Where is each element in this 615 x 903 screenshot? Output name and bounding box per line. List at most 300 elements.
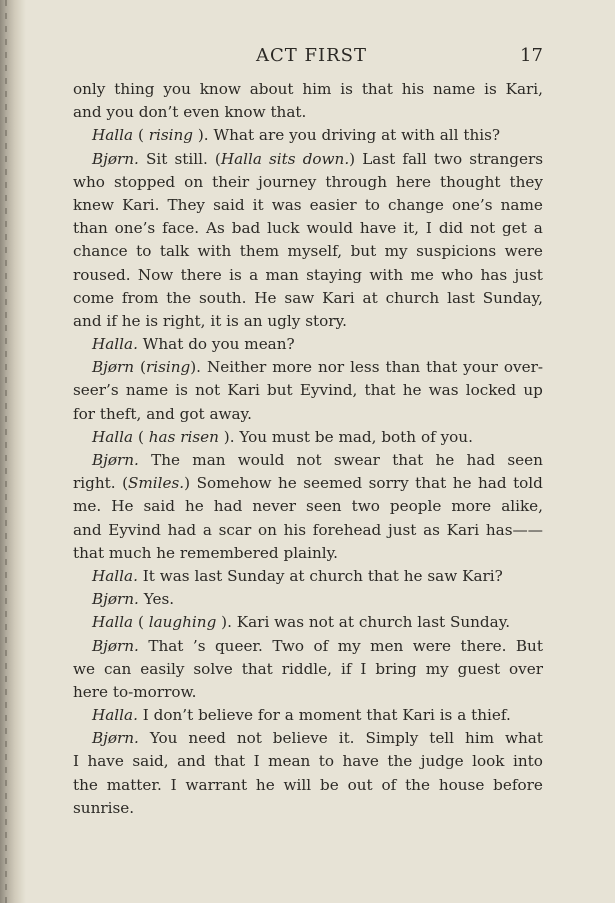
dialogue-text: You	[149, 729, 178, 748]
dialogue-text: Sit	[146, 149, 168, 168]
dialogue-text: don’t	[138, 103, 179, 122]
speaker-name: Bjørn.	[92, 636, 139, 655]
dialogue-text: did	[438, 219, 464, 238]
dialogue-text: Yes.	[143, 590, 175, 609]
speaker-name: Bjørn.	[92, 451, 139, 469]
dialogue-text: journey	[258, 172, 317, 191]
dialogue-text: said	[213, 195, 245, 214]
speaker-name: Halla	[92, 427, 134, 446]
dialogue-text: he	[121, 311, 141, 330]
word	[385, 356, 420, 379]
dialogue-text: through	[325, 172, 387, 191]
dialogue-text: to	[364, 195, 380, 214]
word	[244, 310, 263, 333]
dialogue-text: two	[351, 497, 380, 516]
stage-direction: has	[148, 427, 176, 446]
word	[171, 774, 177, 797]
word	[139, 101, 179, 124]
dialogue-text: about	[249, 80, 294, 98]
word	[180, 542, 279, 565]
dialogue-text: south.	[198, 288, 247, 307]
word	[303, 472, 362, 495]
word	[274, 611, 304, 634]
word	[73, 681, 108, 704]
word	[439, 774, 485, 797]
dialogue-text: that	[415, 474, 447, 493]
word	[144, 495, 175, 518]
word	[402, 78, 424, 101]
dialogue-text: two	[433, 149, 463, 168]
dialogue-text: there	[180, 265, 222, 284]
dialogue-text: and	[177, 752, 206, 771]
word	[73, 78, 105, 101]
word	[390, 495, 441, 518]
dialogue-text: that	[73, 543, 105, 562]
word	[478, 472, 507, 495]
word	[457, 704, 466, 727]
word	[73, 472, 116, 495]
dialogue-text: and	[146, 404, 175, 423]
dialogue-text: Kari.	[122, 195, 160, 214]
dialogue-text: not	[470, 219, 496, 238]
dialogue-text: will	[283, 775, 312, 794]
dialogue-text: that	[367, 566, 399, 585]
word	[113, 681, 197, 704]
dialogue-text: get	[502, 219, 527, 238]
dialogue-text: if	[340, 659, 352, 678]
word	[186, 774, 248, 797]
dialogue-text: all	[439, 126, 459, 145]
word	[309, 611, 334, 634]
dialogue-text: name	[125, 381, 169, 400]
word	[299, 704, 362, 727]
text-line	[73, 171, 543, 194]
word	[238, 449, 285, 472]
word	[270, 101, 306, 124]
text-line	[73, 78, 543, 101]
dialogue-text: Kari	[236, 613, 270, 632]
word	[441, 264, 473, 287]
dialogue-text: ).	[221, 613, 232, 632]
dialogue-text: both	[381, 427, 417, 446]
word	[501, 495, 543, 518]
word	[362, 78, 393, 101]
dialogue-text: have	[342, 752, 379, 771]
dialogue-text: had	[466, 451, 496, 469]
text-line	[73, 681, 543, 704]
word	[180, 403, 205, 426]
word	[426, 356, 457, 379]
text-line	[73, 264, 543, 287]
dialogue-text: just	[514, 265, 543, 284]
dialogue-text: even	[183, 103, 220, 122]
text-line	[73, 379, 543, 402]
word	[273, 727, 328, 750]
dialogue-text: believe	[272, 729, 328, 748]
dialogue-text: I	[142, 706, 149, 725]
dialogue-text: Kari	[322, 288, 355, 307]
word	[177, 750, 206, 773]
word	[73, 658, 95, 681]
word	[108, 519, 161, 542]
dialogue-text: ).	[223, 427, 235, 446]
dialogue-text: strangers	[469, 149, 543, 168]
dialogue-text: more	[451, 497, 492, 516]
word	[352, 495, 380, 518]
dialogue-text: over-	[503, 358, 543, 377]
dialogue-text: never	[252, 497, 296, 516]
dialogue-text: be	[319, 775, 339, 794]
dialogue-text: that	[426, 358, 458, 377]
dialogue-text: before	[493, 775, 543, 794]
dialogue-text: with	[369, 265, 404, 284]
word	[483, 287, 543, 310]
dialogue-text: believe	[198, 706, 254, 725]
text-line	[73, 240, 543, 263]
dialogue-text: house	[438, 775, 485, 794]
dialogue-text: What	[142, 335, 184, 354]
stage-direction: down.	[302, 149, 350, 168]
dialogue-text: fall	[402, 149, 427, 168]
dialogue-text: the	[73, 775, 98, 794]
word	[168, 519, 197, 542]
dialogue-text: He	[111, 497, 134, 516]
dialogue-text: I	[360, 659, 367, 678]
dialogue-text: there.	[460, 636, 507, 655]
speaker-name: Bjørn.	[92, 590, 139, 609]
text-line	[73, 148, 543, 171]
word	[429, 379, 459, 402]
dialogue-text: name	[433, 80, 476, 98]
word	[73, 264, 131, 287]
word	[122, 194, 159, 217]
dialogue-text: I	[73, 752, 79, 771]
dialogue-text: look	[472, 752, 505, 771]
stage-direction: sits	[269, 149, 296, 168]
word	[73, 519, 102, 542]
word	[240, 240, 279, 263]
dialogue-text: Somehow	[196, 474, 272, 493]
dialogue-text: me.	[73, 497, 102, 516]
dialogue-text: are	[258, 126, 285, 145]
word	[160, 565, 190, 588]
word	[140, 658, 184, 681]
word	[388, 194, 444, 217]
word	[421, 750, 464, 773]
dialogue-text: sunrise.	[73, 798, 135, 817]
text-line	[73, 611, 543, 634]
stage-direction: laughing	[148, 613, 217, 632]
word	[115, 217, 156, 240]
word	[405, 774, 430, 797]
word	[434, 148, 462, 171]
word	[452, 194, 493, 217]
word	[73, 171, 105, 194]
word	[365, 727, 418, 750]
dialogue-text: than	[385, 358, 421, 377]
dialogue-text: this?	[463, 126, 501, 145]
dialogue-text: suspicions	[416, 242, 497, 261]
dialogue-text: come	[73, 288, 115, 307]
dialogue-text: That	[148, 636, 184, 655]
dialogue-text: right,	[162, 311, 206, 330]
dialogue-text: (	[137, 126, 144, 145]
word	[381, 774, 396, 797]
word	[212, 333, 240, 356]
word	[427, 565, 457, 588]
word	[302, 78, 331, 101]
dialogue-text: that	[364, 381, 396, 400]
word	[175, 379, 188, 402]
dialogue-text: he	[435, 451, 455, 469]
word	[278, 472, 297, 495]
word	[447, 519, 480, 542]
dialogue-text: Eyvind,	[299, 381, 358, 400]
word	[325, 171, 387, 194]
text-line	[73, 101, 543, 124]
word	[501, 194, 543, 217]
word	[392, 449, 423, 472]
word	[151, 449, 180, 472]
word	[73, 194, 114, 217]
dialogue-text: saw	[284, 288, 315, 307]
stage-direction: Halla	[220, 149, 262, 168]
dialogue-text: a	[249, 265, 259, 284]
dialogue-text: Kari	[402, 706, 435, 725]
dialogue-text: Kari?	[462, 566, 503, 585]
dialogue-text: man	[192, 451, 226, 469]
word	[92, 611, 133, 634]
speaker-name: Halla.	[92, 706, 138, 725]
word	[388, 519, 416, 542]
word	[237, 611, 270, 634]
text-line	[73, 194, 543, 217]
dialogue-text: it	[252, 195, 264, 214]
dialogue-text: story.	[305, 311, 347, 330]
word	[138, 611, 232, 634]
dialogue-text: me	[410, 265, 434, 284]
dialogue-text: be	[314, 427, 334, 446]
word	[73, 403, 95, 426]
word	[283, 542, 338, 565]
text-line	[73, 217, 543, 240]
dialogue-text: is	[145, 311, 159, 330]
dialogue-text: Simply	[365, 729, 419, 748]
word	[429, 727, 454, 750]
dialogue-text: had	[213, 497, 243, 516]
word	[210, 310, 221, 333]
dialogue-text: over	[509, 659, 543, 678]
dialogue-text: he	[452, 474, 472, 493]
word	[363, 287, 378, 310]
dialogue-text: with	[197, 242, 232, 261]
word	[154, 704, 194, 727]
word	[466, 379, 516, 402]
dialogue-text: Kari	[227, 381, 260, 400]
word	[284, 774, 312, 797]
word	[463, 356, 498, 379]
word	[288, 240, 343, 263]
word	[360, 217, 396, 240]
text-line	[73, 588, 543, 611]
word	[315, 426, 334, 449]
word	[450, 611, 510, 634]
word	[138, 426, 175, 449]
word	[340, 78, 353, 101]
dialogue-text: mean	[268, 752, 311, 771]
word	[138, 124, 209, 147]
dialogue-text: people	[389, 497, 442, 516]
word	[339, 611, 354, 634]
word	[404, 565, 423, 588]
word	[192, 449, 225, 472]
dialogue-text: last	[447, 288, 475, 307]
dialogue-text: was	[274, 613, 305, 632]
dialogue-text: church	[309, 566, 363, 585]
word	[73, 379, 119, 402]
word	[465, 727, 494, 750]
word	[381, 124, 396, 147]
word	[146, 403, 175, 426]
word	[73, 750, 79, 773]
word	[122, 310, 141, 333]
word	[426, 658, 449, 681]
word	[126, 379, 168, 402]
word	[339, 727, 355, 750]
dialogue-text: one’s	[451, 195, 493, 214]
dialogue-text: locked	[465, 381, 517, 400]
word	[471, 704, 511, 727]
word	[73, 495, 101, 518]
word	[370, 635, 403, 658]
dialogue-text: but	[350, 242, 377, 261]
word	[92, 124, 133, 147]
dialogue-text: at	[338, 613, 354, 632]
word	[463, 124, 500, 147]
dialogue-text: )	[184, 474, 191, 493]
dialogue-text: queer.	[214, 636, 263, 655]
dialogue-text: from	[121, 288, 159, 307]
dialogue-text: it	[210, 311, 222, 330]
word	[114, 78, 154, 101]
word	[272, 356, 312, 379]
dialogue-text: (	[140, 358, 146, 377]
dialogue-text: had	[478, 474, 507, 493]
dialogue-text: my	[425, 659, 449, 678]
word	[100, 403, 141, 426]
word	[297, 449, 322, 472]
text-line	[73, 426, 543, 449]
text-line	[73, 658, 543, 681]
word	[258, 704, 280, 727]
dialogue-text: the	[166, 288, 192, 307]
dialogue-text: thief.	[471, 706, 511, 725]
word	[341, 658, 351, 681]
running-title: ACT FIRST	[256, 45, 367, 66]
dialogue-text: as	[423, 520, 440, 539]
word	[249, 264, 258, 287]
word	[505, 727, 543, 750]
word	[513, 750, 543, 773]
dialogue-text: of	[381, 775, 397, 794]
word	[504, 356, 543, 379]
dialogue-text: my	[384, 242, 408, 261]
word	[92, 426, 133, 449]
word	[254, 750, 260, 773]
dialogue-text: moment	[298, 706, 362, 725]
word	[502, 217, 527, 240]
word	[440, 124, 459, 147]
dialogue-text: you.	[440, 427, 473, 446]
word	[318, 356, 344, 379]
stage-direction: rising	[148, 126, 194, 145]
dialogue-text: last	[194, 566, 223, 585]
word	[415, 472, 446, 495]
dialogue-text: were	[504, 242, 543, 261]
dialogue-text: luck	[267, 219, 300, 238]
word	[198, 240, 232, 263]
word	[168, 194, 205, 217]
dialogue-text: on	[257, 520, 277, 539]
dialogue-text: nor	[317, 358, 345, 377]
word	[73, 797, 134, 820]
dialogue-text: easier	[309, 195, 357, 214]
dialogue-text: need	[188, 729, 226, 748]
word	[505, 240, 543, 263]
word	[310, 194, 357, 217]
dialogue-text: were	[412, 636, 452, 655]
word	[193, 635, 206, 658]
dialogue-text: You	[239, 427, 268, 446]
dialogue-text: him	[302, 80, 332, 98]
word	[460, 635, 506, 658]
dialogue-text: he	[403, 566, 423, 585]
stage-direction: rising	[145, 358, 191, 377]
speaker-name: Halla	[92, 126, 134, 145]
word	[368, 565, 399, 588]
dialogue-text: to-morrow.	[112, 682, 197, 701]
dialogue-text: He	[254, 288, 277, 307]
word	[334, 449, 380, 472]
dialogue-text: scar	[218, 520, 252, 539]
word	[387, 750, 412, 773]
dialogue-text: on	[184, 172, 204, 191]
dialogue-text: less	[350, 358, 380, 377]
dialogue-text: the	[387, 752, 413, 771]
dialogue-text: is	[484, 80, 497, 98]
word	[150, 727, 178, 750]
text-line	[73, 519, 543, 542]
word	[73, 217, 108, 240]
dialogue-text: was	[271, 195, 302, 214]
dialogue-text: Sunday.	[449, 613, 511, 632]
dialogue-text: What	[213, 126, 255, 145]
dialogue-text: know	[199, 80, 241, 98]
word	[258, 519, 277, 542]
dialogue-text: I	[425, 219, 432, 238]
dialogue-text: your	[463, 358, 498, 377]
dialogue-text: a	[202, 520, 212, 539]
word	[174, 148, 207, 171]
dialogue-text: they	[509, 172, 543, 191]
word	[266, 264, 299, 287]
word	[92, 588, 139, 611]
word	[462, 565, 503, 588]
word	[396, 171, 431, 194]
dialogue-text: a	[533, 219, 543, 238]
word	[306, 217, 353, 240]
word	[289, 565, 304, 588]
